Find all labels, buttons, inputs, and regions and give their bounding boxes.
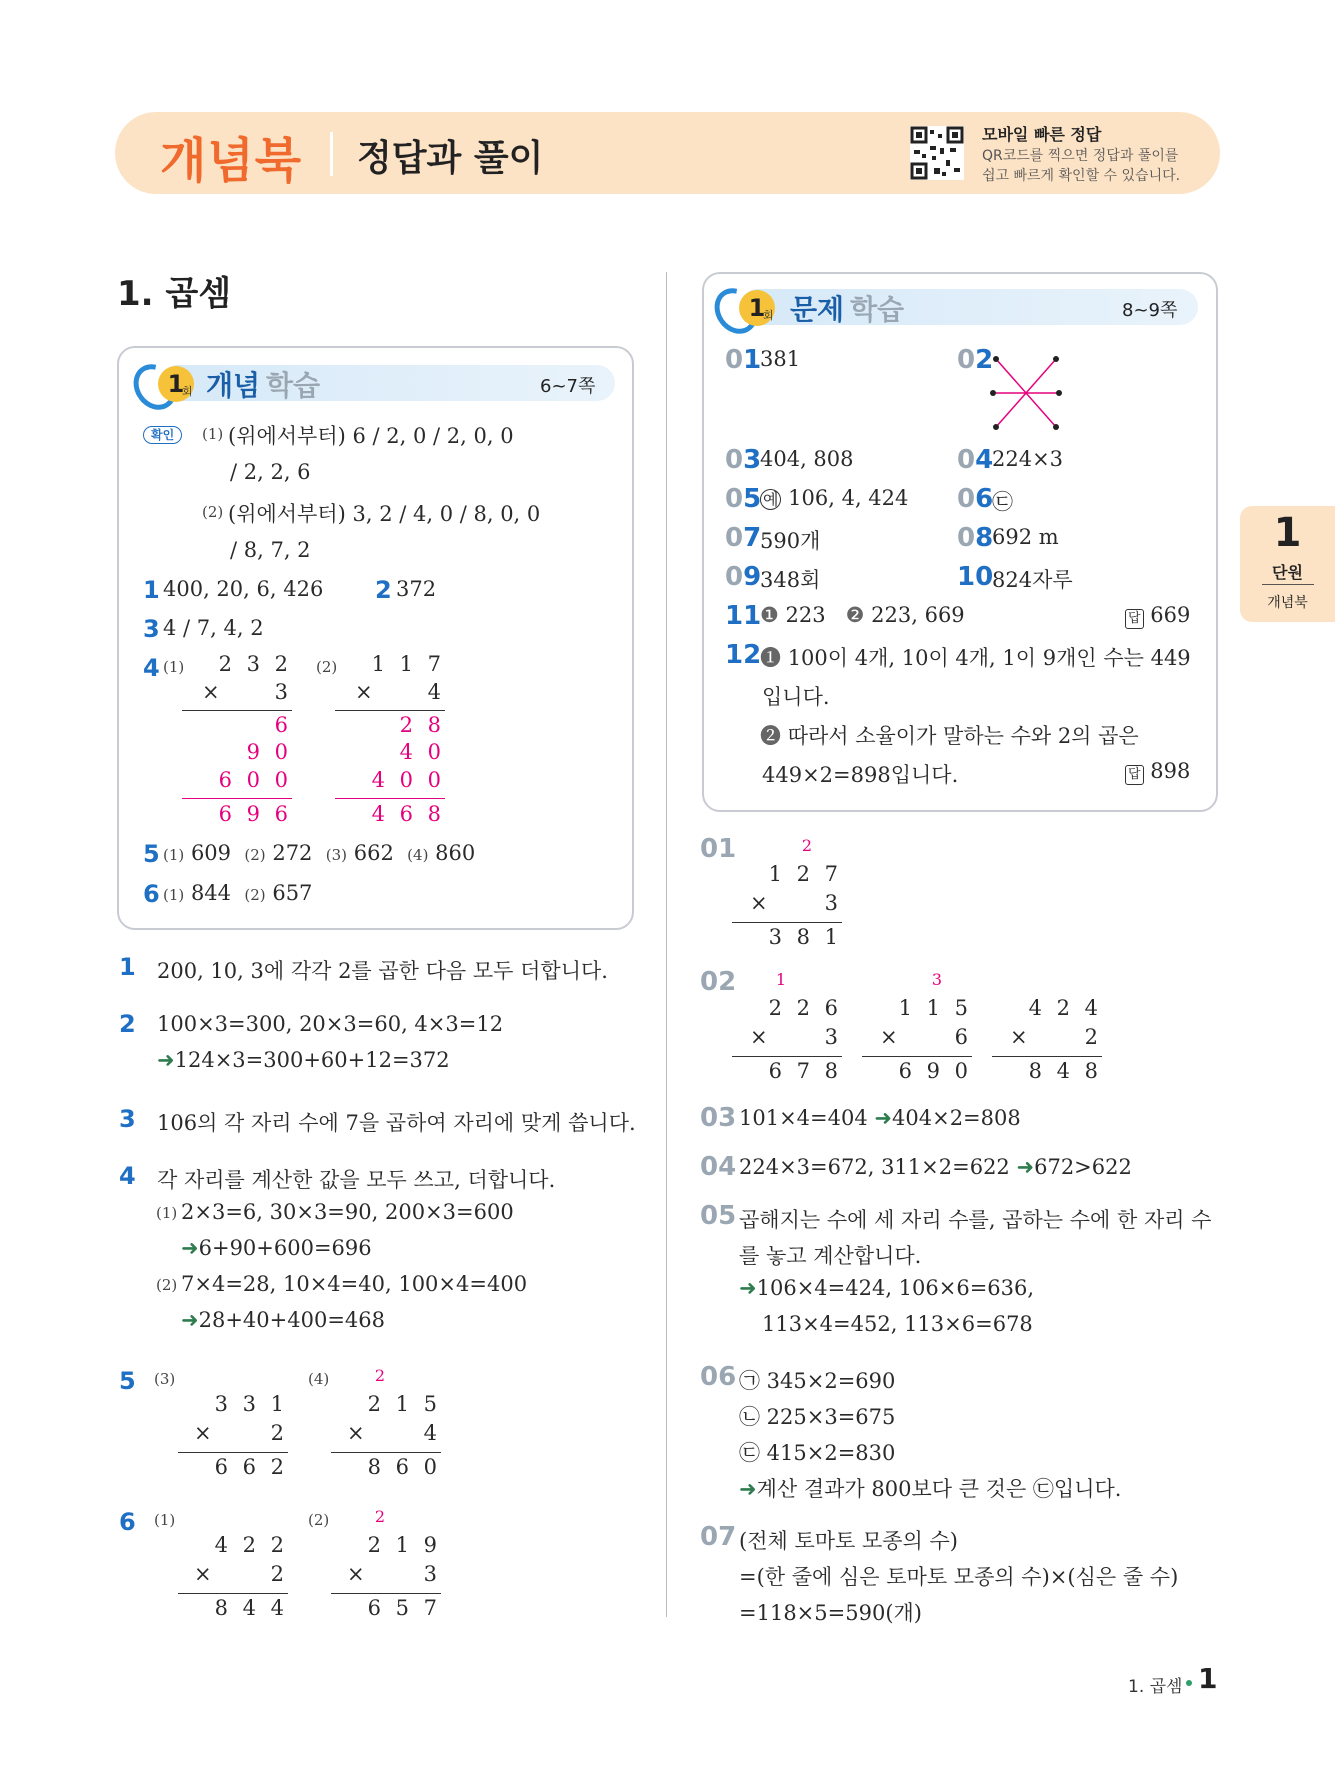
part-label: (4): [407, 846, 429, 864]
arrow-icon: ➜: [1016, 1155, 1035, 1179]
times-sign: ×: [194, 1421, 216, 1445]
problem-subtitle: 학습: [850, 293, 905, 326]
multiplicand: 1 1 5: [898, 996, 972, 1020]
multiplication-4-1: [190, 650, 292, 840]
step-marker: ❶: [760, 646, 781, 670]
times-sign: ×: [750, 891, 772, 915]
product: 8 4 8: [1028, 1059, 1102, 1083]
explanation-4-2-result: [181, 1308, 385, 1332]
check-label: 확인: [143, 426, 182, 444]
step-marker: ❷: [760, 724, 781, 748]
question-num: 05: [725, 484, 762, 514]
rule: [862, 1056, 972, 1057]
final-answer-q12: [1125, 759, 1190, 785]
part-label: (4): [308, 1370, 330, 1388]
answer-q09: 348회: [760, 568, 821, 592]
check1-answer: (위에서부터) 6 / 2, 0 / 2, 0, 0: [228, 424, 514, 448]
multiplicand: 4 2 2: [214, 1533, 288, 1557]
rule: [178, 1593, 288, 1594]
explanation-r06-c: ㉢ 415×2=830: [739, 1441, 896, 1465]
times-sign: ×: [202, 680, 224, 704]
answer-num: 6: [143, 880, 160, 908]
problem-pages: 8~9쪽: [1122, 300, 1178, 321]
round-badge: 1: [739, 290, 775, 326]
value: 662: [353, 841, 394, 865]
answer-q07: 590개: [760, 529, 821, 553]
explanation-num: 3: [119, 1105, 136, 1133]
explanation-4: 각 자리를 계산한 값을 모두 쓰고, 더합니다.: [157, 1168, 556, 1192]
explanation-r06-result: [739, 1473, 1121, 1503]
explanation-1: 200, 10, 3에 각각 2를 곱한 다음 모두 더합니다.: [157, 959, 608, 983]
product: 8 6 0: [367, 1455, 441, 1479]
value: 272: [272, 841, 313, 865]
product: 6 7 8: [768, 1059, 842, 1083]
explanation-num: 04: [700, 1152, 737, 1182]
part-label: (2): [244, 886, 266, 904]
times-sign: ×: [355, 680, 377, 704]
arrow-icon: ➜: [157, 1048, 175, 1072]
round-badge: 1: [158, 366, 194, 402]
banner-divider: [330, 132, 333, 176]
explanation-2-cont: [157, 1048, 450, 1072]
explanation-num: 01: [700, 834, 737, 864]
question-num: 07: [725, 523, 762, 553]
multiplier: 2: [270, 1562, 288, 1586]
value: 898: [1150, 759, 1191, 783]
part-label: (2): [316, 658, 338, 676]
explanation-4-1-result: [181, 1236, 372, 1260]
problem-title: 문제: [790, 293, 845, 326]
rule: [335, 710, 445, 711]
explanation-r04: [739, 1155, 1132, 1179]
question-num: 09: [725, 562, 762, 592]
multiplication-5-4: [339, 1364, 441, 1479]
value: 따라서 소율이가 말하는 수와 2의 곱은: [787, 724, 1139, 748]
explanation-num: 02: [700, 967, 737, 997]
answer-num: 1: [143, 576, 160, 604]
multiplier: 2: [270, 1421, 288, 1445]
multiplicand: 2 3 2: [218, 652, 292, 676]
product: 8 4 4: [214, 1596, 288, 1620]
explanation-num: 05: [700, 1201, 737, 1231]
rule: [178, 1452, 288, 1453]
times-sign: ×: [347, 1562, 369, 1586]
times-sign: ×: [880, 1025, 902, 1049]
question-num: 01: [725, 345, 762, 375]
multiplicand: 2 2 6: [768, 996, 842, 1020]
multiplicand: 3 3 1: [214, 1392, 288, 1416]
rule: [182, 798, 292, 799]
check2-answer-cont: / 8, 7, 2: [230, 538, 311, 562]
answer-q11: [760, 603, 965, 627]
concept-subtitle: 학습: [266, 369, 321, 402]
round-suffix: 회: [182, 385, 193, 398]
part-label: (1): [156, 1204, 178, 1222]
result: 106×4=424, 106×6=636,: [756, 1276, 1035, 1300]
answer-q12-step2-cont: 449×2=898입니다.: [762, 763, 959, 787]
explanation-r03: [739, 1106, 1021, 1130]
explanation-r07-a: (전체 토마토 모종의 수): [739, 1529, 958, 1553]
explanation-num: 06: [700, 1362, 737, 1392]
question-num: 04: [957, 445, 994, 475]
answer-num: 2: [375, 576, 392, 604]
multiplicand: 1 2 7: [768, 862, 842, 886]
value: 860: [435, 841, 476, 865]
explanation-r05-result: [739, 1276, 1034, 1300]
column-divider: [666, 272, 667, 1617]
answer-1: 400, 20, 6, 426: [163, 577, 324, 601]
final-answer-q11: [1125, 603, 1190, 629]
rule: [331, 1593, 441, 1594]
value: 669: [1150, 603, 1191, 627]
question-num: 10: [957, 562, 994, 592]
multiplication-r01: [740, 834, 842, 954]
partial-product: 4 0 0: [371, 768, 445, 792]
multiplier: 4: [427, 680, 445, 704]
carry-digit: 1: [775, 970, 790, 989]
product: 4 6 8: [371, 802, 445, 826]
explanation-num: 5: [119, 1367, 136, 1395]
value: 223: [785, 603, 826, 627]
explanation-4-2: 7×4=28, 10×4=40, 100×4=400: [181, 1272, 528, 1296]
explanation-num: 03: [700, 1103, 737, 1133]
rule: [331, 1452, 441, 1453]
answer-q04: 224×3: [992, 447, 1064, 471]
partial-product: 6: [274, 713, 292, 737]
answer-num: 5: [143, 840, 160, 868]
question-num: 08: [957, 523, 994, 553]
value: 223, 669: [871, 603, 965, 627]
part-label: (1): [163, 846, 185, 864]
partial-product: 9 0: [246, 740, 292, 764]
footer-dot: [1186, 1680, 1192, 1686]
answer-6: [163, 881, 312, 905]
explanation-num: 2: [119, 1010, 136, 1038]
explanation-r06-a: ㉠ 345×2=690: [739, 1369, 896, 1393]
multiplicand: 4 2 4: [1028, 996, 1102, 1020]
check2-answer: (위에서부터) 3, 2 / 4, 0 / 8, 0, 0: [228, 502, 541, 526]
answer-q12-step1: [760, 642, 1191, 672]
arrow-icon: ➜: [739, 1276, 757, 1300]
question-num: 02: [957, 345, 994, 375]
rule: [182, 710, 292, 711]
part-label: (2): [156, 1276, 178, 1294]
carry-digit: 2: [374, 1366, 389, 1385]
concept-pages: 6~7쪽: [540, 376, 596, 397]
footer-chapter: 1. 곱셈: [1128, 1677, 1183, 1697]
multiplier: 2: [1084, 1025, 1102, 1049]
question-num: 11: [725, 601, 762, 631]
arrow-icon: ➜: [874, 1106, 893, 1130]
partial-product: 2 8: [399, 713, 445, 737]
question-num: 03: [725, 445, 762, 475]
product: 6 9 6: [218, 802, 292, 826]
multiplication-6-1: [186, 1533, 288, 1620]
product: 3 8 1: [768, 925, 842, 949]
answer-num: 4: [143, 654, 160, 682]
answer-label: 답: [1125, 609, 1144, 629]
arrow-icon: ➜: [739, 1477, 757, 1501]
carry-digit: 2: [374, 1507, 389, 1526]
page-number: 1: [1198, 1662, 1218, 1695]
explanation-r07-b: =(한 줄에 심은 토마토 모종의 수)×(심은 줄 수): [739, 1565, 1179, 1589]
value: 657: [272, 881, 313, 905]
explanation-r05: 곱해지는 수에 세 자리 수를, 곱하는 수에 한 자리 수: [739, 1208, 1212, 1232]
part-label: (1): [163, 886, 185, 904]
step-marker: ❶: [760, 603, 779, 627]
explanation-4-1: 2×3=6, 30×3=90, 200×3=600: [181, 1200, 514, 1224]
multiplication-r02-1: [740, 968, 842, 1088]
rule: [732, 1056, 842, 1057]
value: 844: [190, 881, 232, 905]
tab-divider: [1262, 584, 1314, 585]
answer-num: 3: [143, 615, 160, 643]
unit-number: 1: [1273, 510, 1302, 556]
multiplicand: 1 1 7: [371, 652, 445, 676]
brand-title: 개념북: [160, 133, 303, 189]
round-suffix: 회: [763, 309, 774, 322]
check1-answer-cont: / 2, 2, 6: [230, 460, 311, 484]
product: 6 6 2: [214, 1455, 288, 1479]
value: 609: [190, 841, 232, 865]
explanation-num: 4: [119, 1162, 136, 1190]
multiplicand: 2 1 9: [367, 1533, 441, 1557]
carry-digit: 3: [931, 970, 946, 989]
mobile-desc-line: 쉽고 빠르게 확인할 수 있습니다.: [982, 168, 1181, 184]
times-sign: ×: [347, 1421, 369, 1445]
question-num: 06: [957, 484, 994, 514]
explanation-r06-b: ㉡ 225×3=675: [739, 1405, 896, 1429]
multiplication-4-2: [343, 650, 445, 840]
multiplication-r02-3: [1000, 968, 1102, 1088]
answer-3: 4 / 7, 4, 2: [163, 616, 264, 640]
step: 101×4=404: [739, 1106, 868, 1130]
step-marker: ❷: [845, 603, 865, 627]
explanation-r07-c: =118×5=590(개): [739, 1601, 922, 1625]
multiplier: 3: [274, 680, 292, 704]
explanation-num: 07: [700, 1522, 737, 1552]
result: 계산 결과가 800보다 큰 것은 ㉢입니다.: [756, 1477, 1122, 1501]
explanation-r05-result-cont: 113×4=452, 113×6=678: [762, 1312, 1033, 1336]
unit-label: 단원: [1272, 563, 1303, 582]
rule: [992, 1056, 1102, 1057]
explanation-2: 100×3=300, 20×3=60, 4×3=12: [157, 1012, 504, 1036]
answer-5: [163, 841, 475, 865]
answer-q03: 404, 808: [760, 447, 854, 471]
result: 28+40+400=468: [198, 1308, 386, 1332]
concept-title: 개념: [206, 369, 261, 402]
answer-2: 372: [396, 577, 437, 601]
value: 100이 4개, 10이 4개, 1이 9개인 수는 449: [787, 646, 1191, 670]
rule: [335, 798, 445, 799]
product: 6 9 0: [898, 1059, 972, 1083]
result: 404×2=808: [892, 1106, 1021, 1130]
multiplication-r02-2: [870, 968, 972, 1088]
mobile-desc-line: QR코드를 찍으면 정답과 풀이를: [982, 148, 1179, 164]
multiplication-5-3: [186, 1392, 288, 1479]
explanation-num: 1: [119, 953, 136, 981]
part-label: (2): [244, 846, 266, 864]
explanation-3: 106의 각 자리 수에 7을 곱하여 자리에 맞게 씁니다.: [157, 1111, 636, 1135]
step: 224×3=672, 311×2=622: [739, 1155, 1010, 1179]
check-badge: [143, 424, 182, 443]
mobile-answer-desc: [982, 146, 1192, 186]
check1-num: (1): [202, 425, 224, 443]
answer-q05: [760, 486, 908, 510]
part-label: (2): [308, 1511, 330, 1529]
explanation-r05-cont: 를 놓고 계산합니다.: [739, 1244, 922, 1268]
question-num: 12: [725, 640, 762, 670]
result: 124×3=300+60+12=372: [174, 1048, 450, 1072]
answer-label: 답: [1125, 765, 1144, 785]
times-sign: ×: [1010, 1025, 1032, 1049]
chapter-title: 1. 곱셈: [117, 274, 232, 314]
arrow-icon: ➜: [181, 1308, 199, 1332]
check2-num: (2): [202, 503, 224, 521]
answer-q06: ㉢: [992, 490, 1013, 514]
multiplicand: 2 1 5: [367, 1392, 441, 1416]
rule: [732, 922, 842, 923]
answer-q10: 824자루: [992, 568, 1073, 592]
answer-q08: 692 m: [992, 525, 1059, 549]
example-mark: 예: [760, 489, 781, 510]
multiplier: 3: [824, 1025, 842, 1049]
part-label: (1): [163, 658, 185, 676]
unit-book-label: 개념북: [1267, 595, 1308, 611]
times-sign: ×: [194, 1562, 216, 1586]
product: 6 5 7: [367, 1596, 441, 1620]
explanation-num: 6: [119, 1508, 136, 1536]
result: 6+90+600=696: [198, 1236, 372, 1260]
multiplier: 6: [954, 1025, 972, 1049]
qr-code-icon[interactable]: [910, 126, 964, 180]
mobile-answer-title: 모바일 빠른 정답: [982, 125, 1102, 144]
multiplier: 3: [824, 891, 842, 915]
part-label: (3): [325, 846, 348, 864]
multiplier: 4: [423, 1421, 441, 1445]
part-label: (3): [154, 1370, 176, 1388]
partial-product: 6 0 0: [218, 768, 292, 792]
multiplication-6-2: [339, 1505, 441, 1620]
part-label: (1): [154, 1511, 176, 1529]
page-title: 정답과 풀이: [357, 138, 544, 179]
partial-product: 4 0: [399, 740, 445, 764]
result: 672>622: [1034, 1155, 1132, 1179]
times-sign: ×: [750, 1025, 772, 1049]
arrow-icon: ➜: [181, 1236, 199, 1260]
answer-q01: 381: [760, 347, 801, 371]
multiplier: 3: [423, 1562, 441, 1586]
carry-digit: 2: [801, 836, 816, 855]
value: 106, 4, 424: [788, 486, 909, 510]
answer-q12-step1-cont: 입니다.: [762, 685, 830, 709]
matching-lines-diagram: [985, 350, 1065, 434]
answer-q12-step2: [760, 720, 1139, 750]
